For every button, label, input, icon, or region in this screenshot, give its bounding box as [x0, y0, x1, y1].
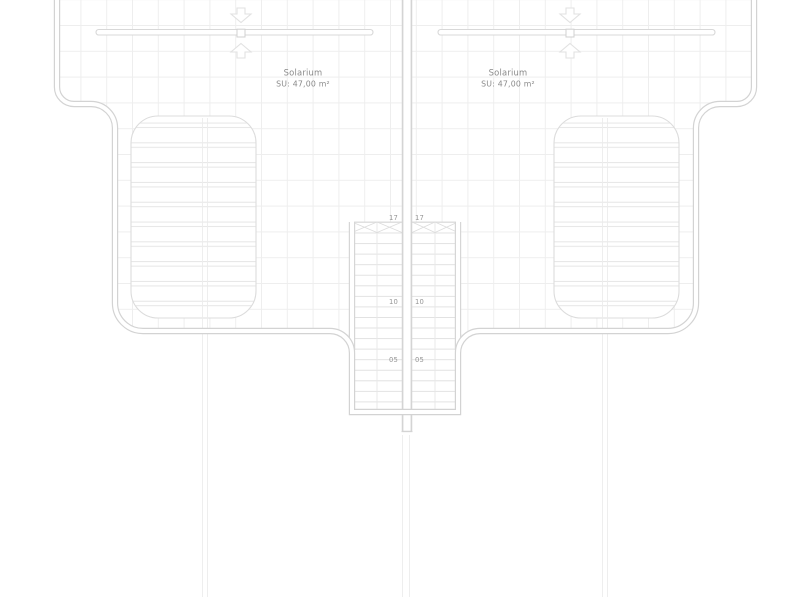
step-number: 05 — [388, 356, 398, 364]
step-number: 10 — [388, 298, 398, 306]
louvre-roof-left — [131, 116, 256, 318]
room-name: Solarium — [283, 67, 323, 78]
party-wall — [402, 0, 413, 432]
step-number: 05 — [415, 356, 425, 364]
room-area: SU: 47,00 m² — [276, 79, 330, 89]
beam-post-left — [237, 29, 245, 37]
room-name: Solarium — [488, 67, 528, 78]
louvre-roof-right — [554, 116, 679, 318]
step-number: 10 — [415, 298, 425, 306]
beam-post-right — [566, 29, 574, 37]
room-area: SU: 47,00 m² — [481, 79, 535, 89]
step-number: 17 — [415, 214, 425, 222]
step-number: 17 — [388, 214, 398, 222]
